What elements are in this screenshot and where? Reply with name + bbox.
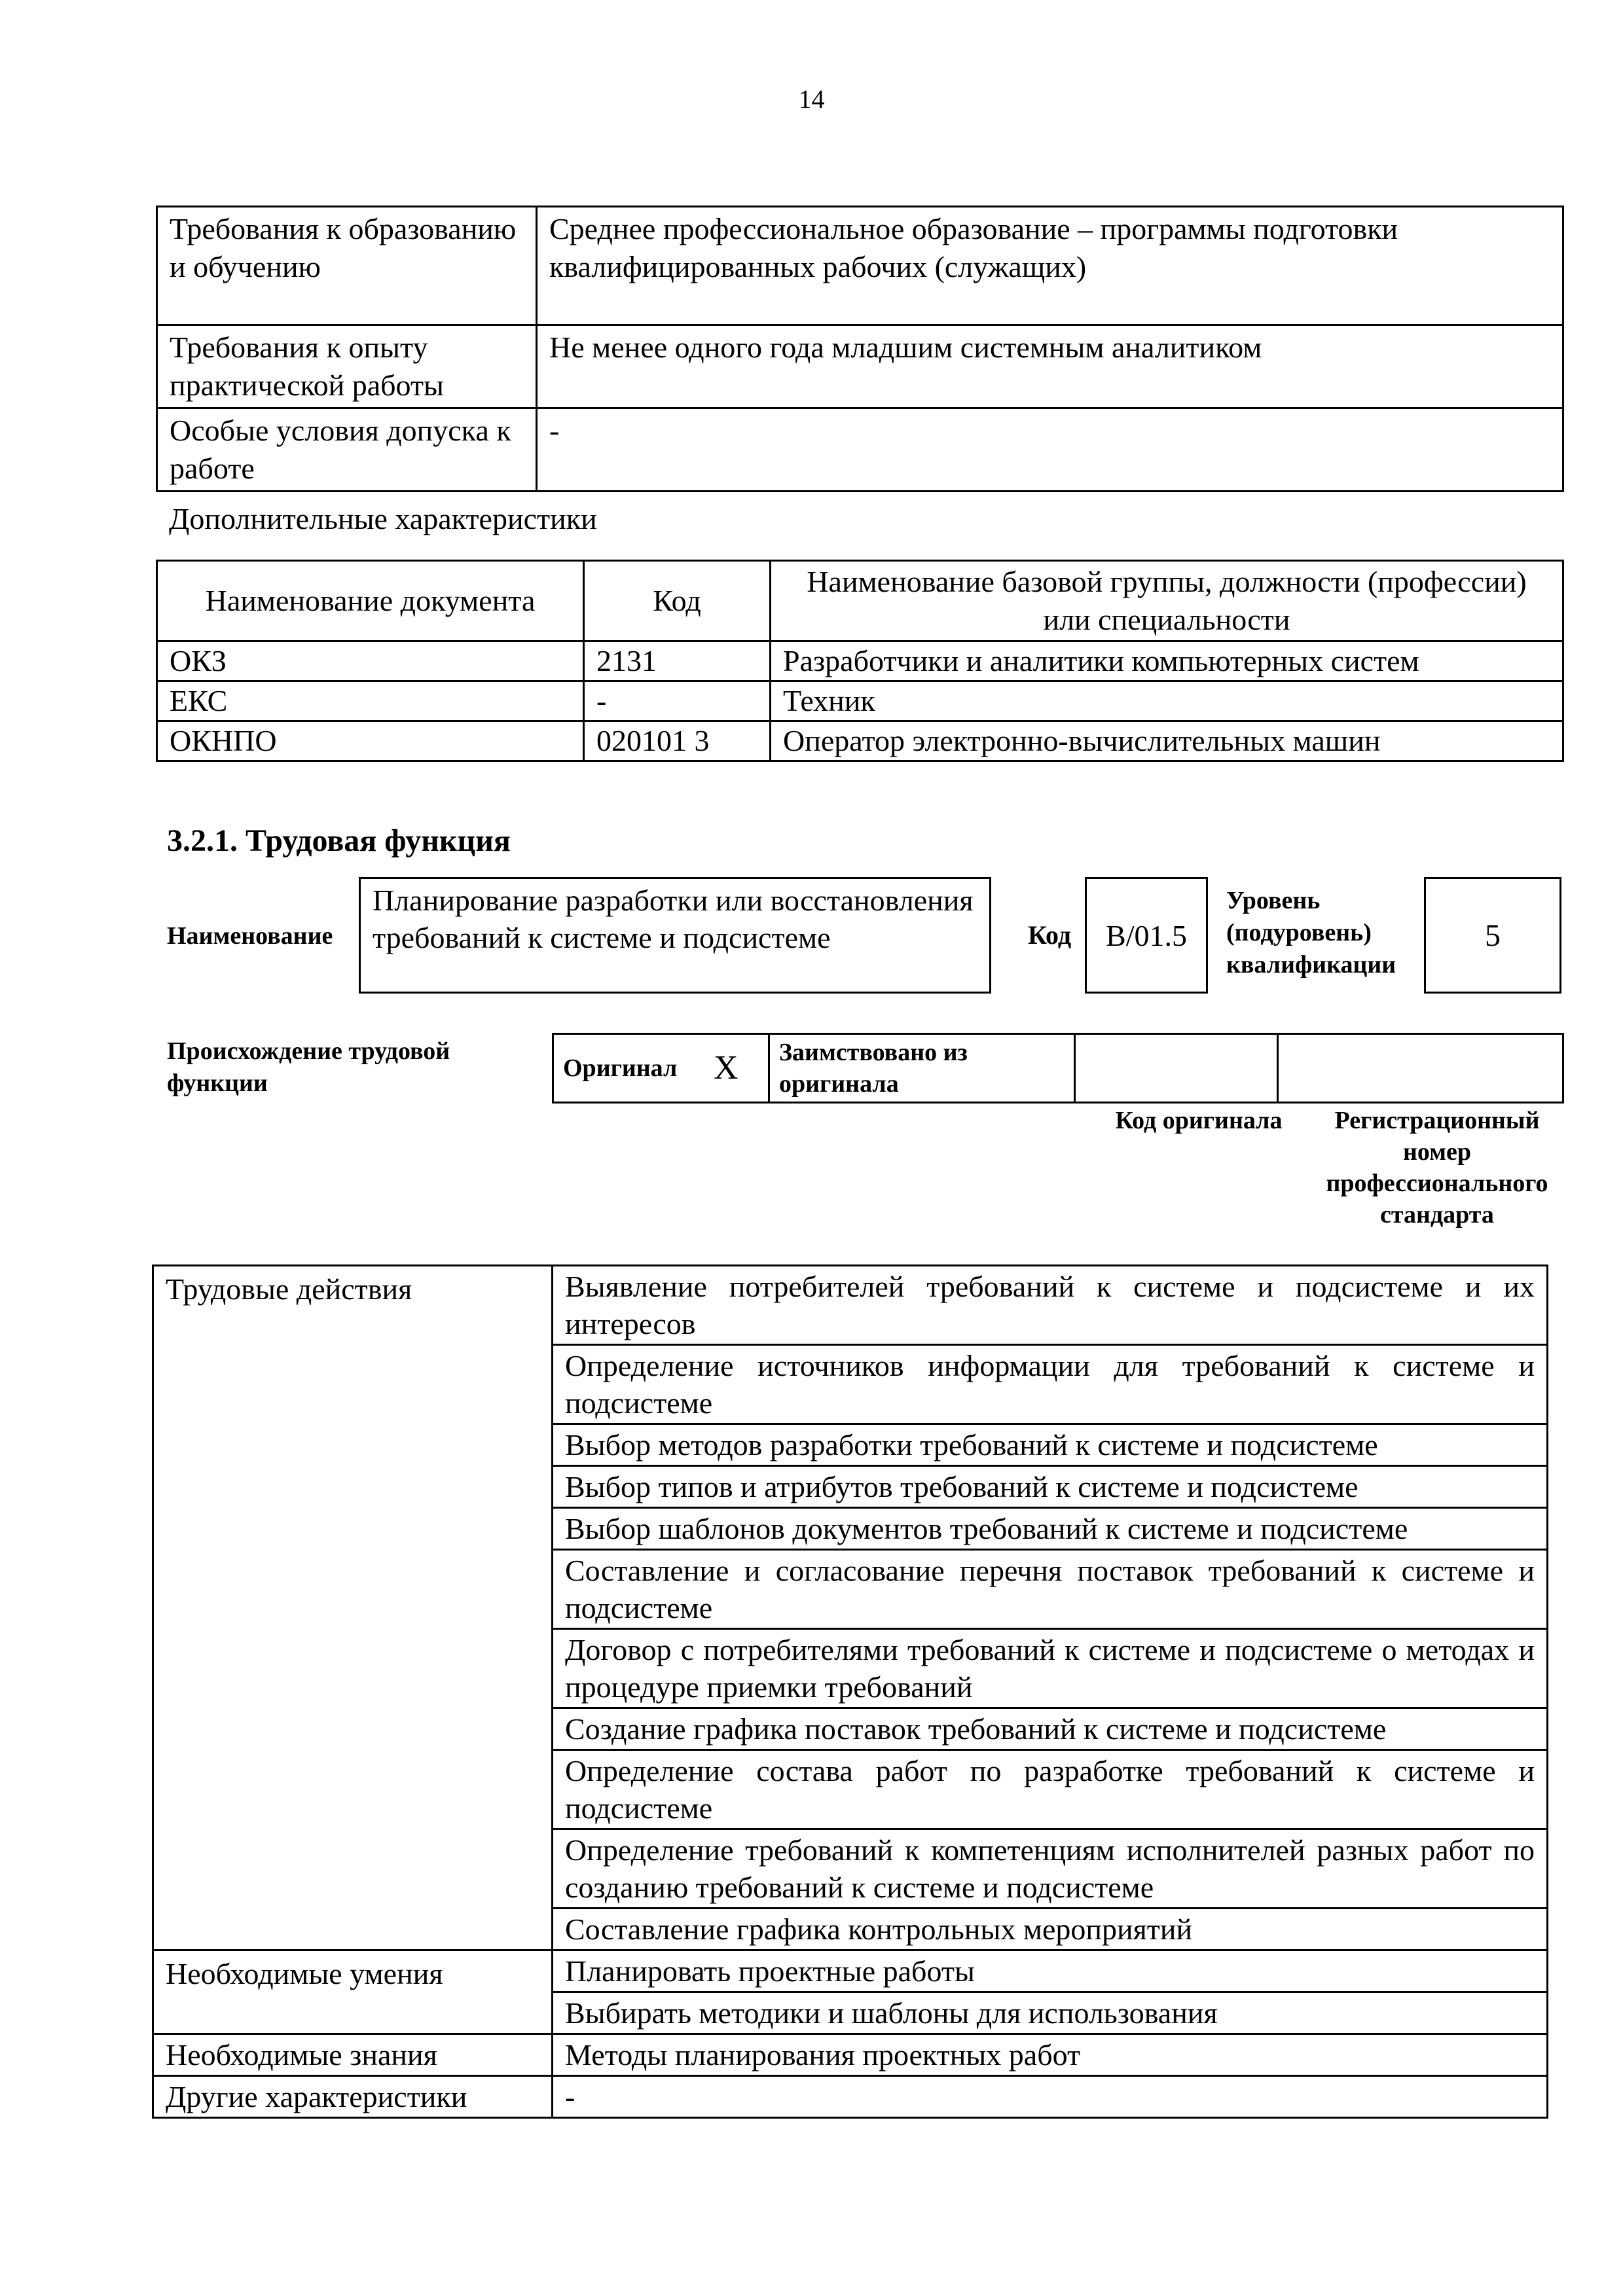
table-cell: - <box>584 681 771 721</box>
origin-label-line: Происхождение трудовой <box>167 1037 450 1065</box>
function-code-label: Код <box>1028 920 1072 950</box>
table-row <box>157 408 1563 492</box>
req-value-admission: - <box>537 408 1563 492</box>
table-cell: Техник <box>771 681 1563 721</box>
table-row <box>153 1266 1548 1345</box>
column-header: Наименование документа <box>157 561 584 641</box>
additional-heading: Дополнительные характеристики <box>169 502 597 535</box>
origin-code-caption: Код оригинала <box>1115 1107 1283 1134</box>
table-row <box>157 721 1563 761</box>
origin-reg-number-cell <box>1278 1034 1563 1103</box>
column-header: Код <box>584 561 771 641</box>
additional-table <box>156 560 1564 762</box>
action-item: Договор с потребителями требований к системе и подсистеме о методах и процедуре приемки требований <box>553 1629 1548 1708</box>
action-item: Составление графика контрольных мероприятий <box>553 1909 1548 1950</box>
table-header-row <box>157 561 1563 641</box>
action-item: Определение состава работ по разработке требований к системе и подсистеме <box>553 1750 1548 1829</box>
labor-function-table <box>152 1265 1548 2119</box>
req-label-experience: Требования к опыту практической работы <box>157 325 537 408</box>
table-row <box>153 2076 1548 2118</box>
table-cell: ОКНПО <box>157 721 584 761</box>
origin-borrowed-label: Заимствовано из оригинала <box>769 1034 1075 1103</box>
other-label: Другие характеристики <box>153 2076 553 2118</box>
table-row <box>157 641 1563 681</box>
level-label-line: (подуровень) <box>1226 919 1372 946</box>
table-cell: 020101 3 <box>584 721 771 761</box>
action-item: Определение источников информации для требований к системе и подсистеме <box>553 1345 1548 1424</box>
table-row <box>153 1950 1548 1992</box>
function-name-label: Наименование <box>167 922 333 950</box>
table-cell: 2131 <box>584 641 771 681</box>
req-label-admission: Особые условия допуска к работе <box>157 408 537 492</box>
origin-table <box>552 1033 1564 1103</box>
req-label-education: Требования к образованию и обучению <box>157 207 537 325</box>
action-item: Составление и согласование перечня поставок требований к системе и подсистеме <box>553 1550 1548 1629</box>
table-cell: Оператор электронно-вычислительных машин <box>771 721 1563 761</box>
qualification-level-value: 5 <box>1424 877 1561 994</box>
function-name-value: Планирование разработки или восстановления требований к системе и подсистеме <box>359 877 991 994</box>
table-cell: ОКЗ <box>157 641 584 681</box>
actions-label: Трудовые действия <box>153 1266 553 1950</box>
skill-item: Планировать проектные работы <box>553 1950 1548 1992</box>
action-item: Выбор типов и атрибутов требований к системе и подсистеме <box>553 1466 1548 1508</box>
knowledge-label: Необходимые знания <box>153 2034 553 2076</box>
requirements-table <box>156 206 1564 492</box>
table-row <box>157 207 1563 325</box>
level-label-line: Уровень <box>1226 887 1321 914</box>
section-title: 3.2.1. Трудовая функция <box>167 823 511 858</box>
req-value-education: Среднее профессиональное образование – программы подготовки квалифицированных рабочих (служащих) <box>537 207 1563 325</box>
table-cell: Разработчики и аналитики компьютерных систем <box>771 641 1563 681</box>
origin-original-mark: X <box>684 1034 769 1103</box>
action-item: Создание графика поставок требований к системе и подсистеме <box>553 1708 1548 1750</box>
origin-label-line: функции <box>167 1069 268 1097</box>
table-row <box>157 681 1563 721</box>
knowledge-item: Методы планирования проектных работ <box>553 2034 1548 2076</box>
skills-label: Необходимые умения <box>153 1950 553 2034</box>
other-item: - <box>553 2076 1548 2118</box>
function-code-value: B/01.5 <box>1085 877 1208 994</box>
skill-item: Выбирать методики и шаблоны для использования <box>553 1992 1548 2034</box>
table-row <box>157 325 1563 408</box>
origin-label <box>167 1035 450 1100</box>
page-number: 14 <box>798 84 825 114</box>
action-item: Выявление потребителей требований к системе и подсистеме и их интересов <box>553 1266 1548 1345</box>
origin-reg-caption: Регистрационный номер профессионального стандарта <box>1326 1107 1548 1229</box>
level-label-line: квалификации <box>1226 951 1396 978</box>
action-item: Определение требований к компетенциям исполнителей разных работ по созданию требований к системе и подсистеме <box>553 1829 1548 1909</box>
req-value-experience: Не менее одного года младшим системным аналитиком <box>537 325 1563 408</box>
table-cell: ЕКС <box>157 681 584 721</box>
action-item: Выбор методов разработки требований к системе и подсистеме <box>553 1424 1548 1466</box>
origin-original-label: Оригинал <box>553 1034 684 1103</box>
action-item: Выбор шаблонов документов требований к системе и подсистеме <box>553 1508 1548 1550</box>
origin-code-cell <box>1075 1034 1278 1103</box>
table-row <box>553 1034 1563 1103</box>
column-header: Наименование базовой группы, должности (профессии) или специальности <box>771 561 1563 641</box>
qualification-level-label <box>1226 885 1396 981</box>
table-row <box>153 2034 1548 2076</box>
